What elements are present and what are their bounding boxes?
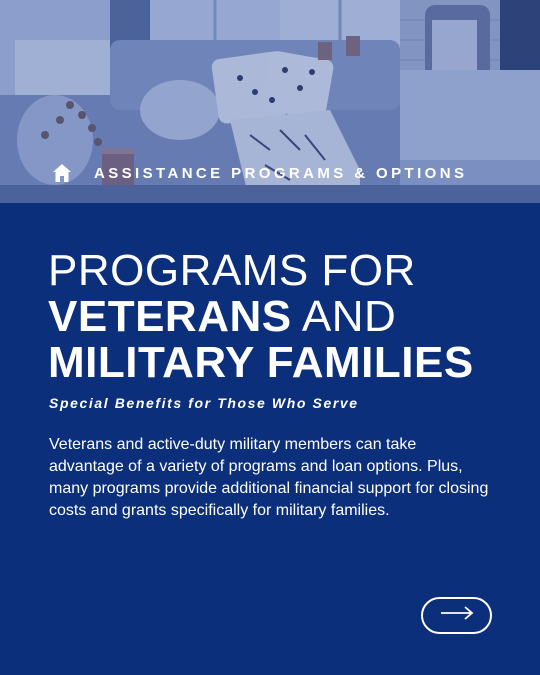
body-paragraph: Veterans and active-duty military members can take advantage of a variety of programs and loan options. Plus, many programs provide additional financial support for closing costs and grants specifically for military families. bbox=[49, 436, 489, 519]
title-line-2-bold: VETERANS bbox=[48, 292, 292, 341]
home-icon bbox=[52, 163, 72, 183]
section-label bbox=[52, 160, 467, 186]
title-line-1: PROGRAMS FOR bbox=[48, 246, 416, 295]
arrow-right-icon bbox=[440, 606, 474, 625]
section-label-text: ASSISTANCE PROGRAMS & OPTIONS bbox=[94, 164, 468, 182]
hero-image bbox=[0, 0, 540, 203]
title-line-3: MILITARY FAMILIES bbox=[48, 338, 474, 387]
title-line-2-light: AND bbox=[291, 292, 397, 341]
subtitle: Special Benefits for Those Who Serve bbox=[49, 395, 359, 411]
next-button[interactable] bbox=[421, 597, 492, 634]
page-title bbox=[48, 248, 518, 386]
